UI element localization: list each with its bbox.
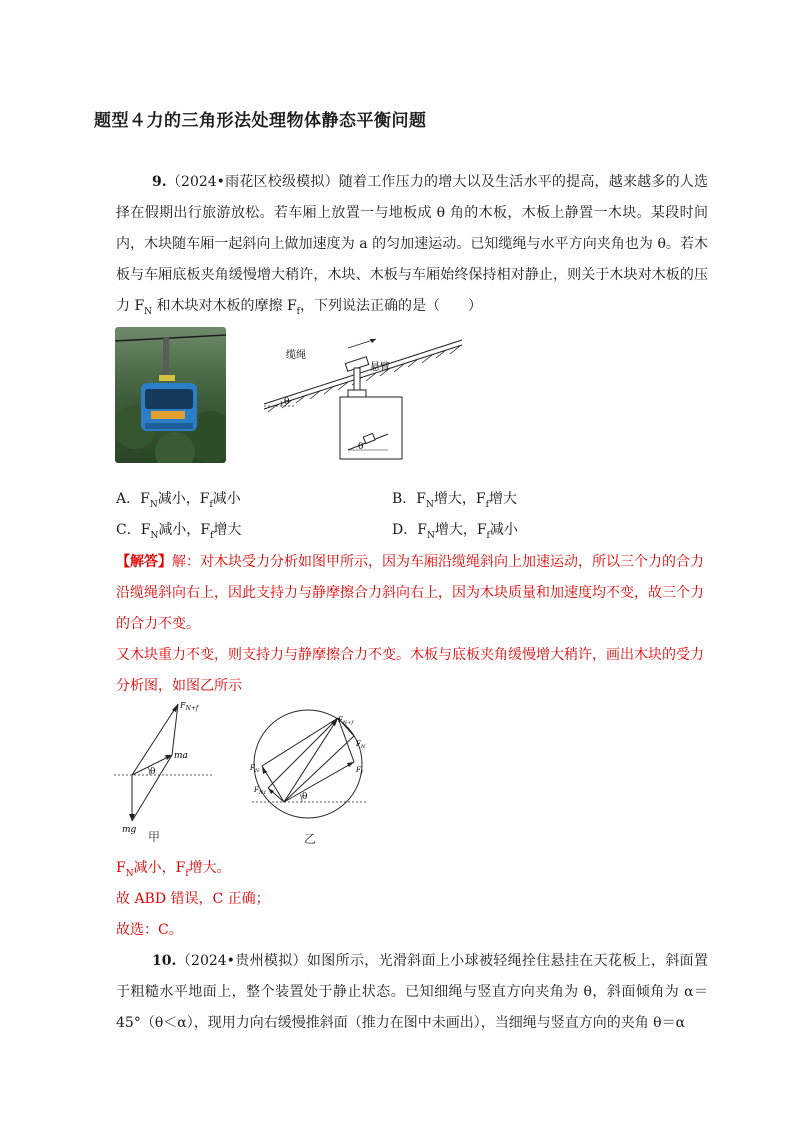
conclusion: $F_N$减小，$F_f$增大。 <box>116 860 231 879</box>
cable-car-photo <box>115 327 226 463</box>
answer-analysis-2: 又木块重力不变，则支持力与静摩擦合力不变。木板与底板夹角缓慢增大稍许，画出木块的受力分析图，如图乙所示 <box>116 647 704 694</box>
svg-text:θ: θ <box>284 397 290 407</box>
choice: 故选：C。 <box>116 922 183 938</box>
verdict: 故 ABD 错误，C 正确； <box>116 891 270 907</box>
caption-yi: 乙 <box>304 832 317 846</box>
figure-yi <box>246 706 376 826</box>
question-10: 10.（2024•贵州模拟）如图所示，光滑斜面上小球被轻绳拴住悬挂在天花板上，斜面置于粗糙水平地面上，整个装置处于静止状态。已知细绳与竖直方向夹角为 θ，斜面倾角为 α＝45°（θ＜α），现用力向右缓慢推斜面（推力在图中未画出），当细绳与竖直方向的夹角 θ＝α <box>116 953 708 1031</box>
svg-text:mg: mg <box>122 825 137 835</box>
svg-text:FN+f: $F_{N+f}$ <box>338 716 354 726</box>
svg-text:FN+f: $F_{N+f}$ <box>180 701 199 712</box>
question-number: 9. <box>152 174 167 190</box>
section-title: 题型４力的三角形法处理物体静态平衡问题 <box>94 111 427 131</box>
option-d: D．$F_N$增大，$F_f$减小 <box>392 522 518 541</box>
svg-text:θ: θ <box>150 767 156 777</box>
svg-text:Ff: $F_f$ <box>356 766 363 776</box>
question-number: 10. <box>152 953 177 969</box>
arm-label: 悬臂 <box>370 362 390 373</box>
cable-label: 缆绳 <box>286 350 306 361</box>
figure-jia <box>110 698 220 840</box>
question-9: 9.（2024•雨花区校级模拟）随着工作压力的增大以及生活水平的提高，越来越多的人选择在假期出行旅游放松。若车厢上放置一与地板成 θ 角的木板，木板上静置一木块。某段时间内，木块随车厢一起斜向上做加速度为 a 的匀加速运动。已知缆绳与水平方向夹角也为 θ。若木板与车厢底板夹角缓慢增大稍许，木块、木板与车厢始终保持相对静止，则关于木块对木板的压力 $F_N$ 和木块对木板的摩擦 $F_f$，下列说法正确的是（ ） <box>116 174 708 317</box>
caption-jia: 甲 <box>148 830 161 844</box>
svg-text:FN: $F_N$ <box>356 740 366 750</box>
answer-tag: 【解答】 <box>116 554 172 570</box>
svg-text:ma: ma <box>174 751 188 761</box>
cable-car-schematic <box>256 330 476 462</box>
svg-text:θ: θ <box>358 442 364 452</box>
svg-text:FN: $F_N$ <box>250 764 260 774</box>
svg-text:FN1: $F_{N1}$ <box>254 786 267 796</box>
option-c: C．$F_N$减小，$F_f$增大 <box>116 522 242 541</box>
answer-analysis: 【解答】解：对木块受力分析如图甲所示，因为车厢沿缆绳斜向上加速运动，所以三个力的合力沿缆绳斜向右上，因此支持力与静摩擦合力斜向右上，因为木块质量和加速度均不变，故三个力的合力不变。 <box>116 554 704 632</box>
svg-text:θ: θ <box>302 792 308 802</box>
option-b: B．$F_N$增大，$F_f$增大 <box>392 491 517 510</box>
option-a: A．$F_N$减小，$F_f$减小 <box>116 491 241 510</box>
